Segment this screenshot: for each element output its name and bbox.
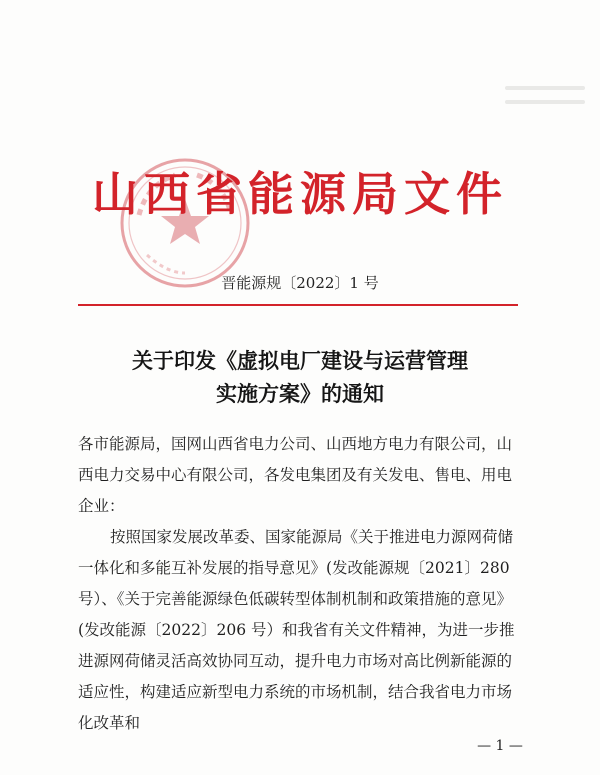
addressees: 各市能源局，国网山西省电力公司、山西地方电力有限公司，山西电力交易中心有限公司，各发电集团及有关发电、售电、用电企业： <box>78 435 513 515</box>
heading-line-2: 实施方案》的通知 <box>216 381 384 406</box>
page-number: — 1 — <box>477 738 523 754</box>
faint-bleed-through-text <box>505 86 585 120</box>
body-paragraph: 按照国家发展改革委、国家能源局《关于推进电力源网荷储一体化和多能互补发展的指导意见》(发改能源规〔2021〕280号）、《关于完善能源绿色低碳转型体制机制和政策措施的意见》(发改能源〔2022〕206 号）和我省有关文件精神，为进一步推进源网荷储灵活高效协同互动，提升电力市场对高比例新能源的适应性，构建适应新型电力系统的市场机制，结合我省电力市场化改革和 <box>78 528 515 732</box>
heading-line-1: 关于印发《虚拟电厂建设与运营管理 <box>132 348 468 373</box>
document-number: 晋能源规〔2022〕1 号 <box>221 274 379 292</box>
document-body <box>78 429 522 739</box>
notice-heading <box>0 344 600 410</box>
issuer-title: 山西省能源局文件 <box>92 167 508 221</box>
red-divider <box>78 304 518 306</box>
